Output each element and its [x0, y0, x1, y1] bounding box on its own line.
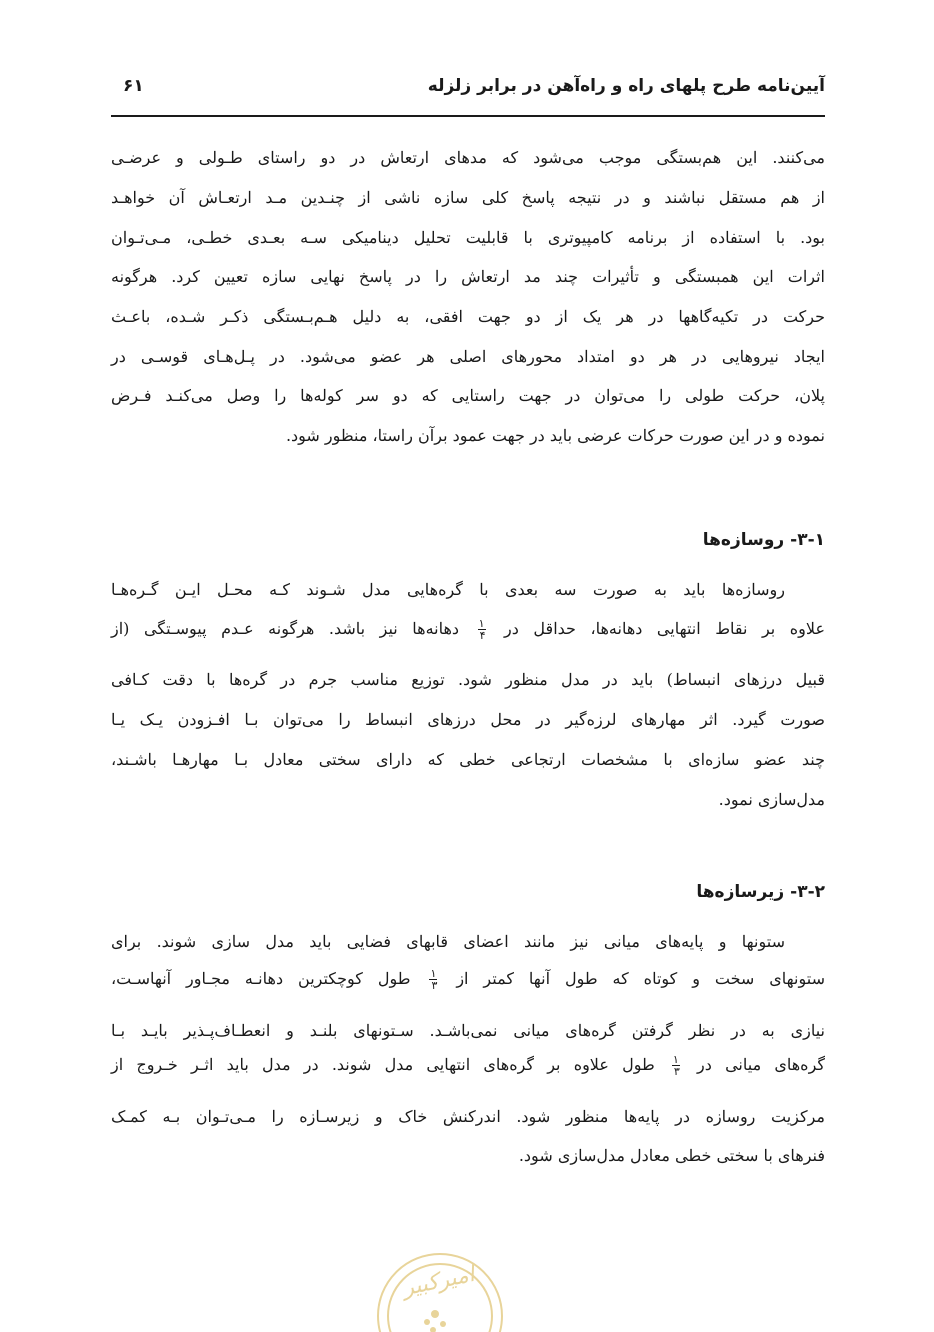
text-line: ایجاد نیروهایی در هر دو امتداد محورهای اصلی هر عضو می‌شود. در پـل‌هـای قوسـی در	[111, 347, 825, 366]
fraction-one-third	[429, 968, 437, 991]
fraction-denominator: ۳	[673, 1065, 680, 1078]
text-line: حرکت در تکیه‌گاهها در هر یک از دو جهت افقی، به دلیل هـم‌بـستگی ذکـر شـده، باعـث	[111, 307, 826, 326]
fraction-denominator: ۴	[479, 629, 486, 642]
text-line: قبیل درزهای انبساط) باید در مدل منظور شود. توزیع مناسب جرم در گره‌ها با دقت کـافی	[111, 670, 825, 689]
text-line-with-fraction	[111, 1054, 825, 1077]
fraction-one-third	[672, 1054, 680, 1077]
header-rule	[111, 115, 825, 117]
text-line: از هم مستقل نباشند و در نتیجه پاسخ کلی سازه ناشی از چنـدین مـد ارتعـاش آن خواهـد	[111, 188, 825, 207]
section-heading-substructure: ۳-۲- زیرسازه‌ها	[696, 882, 825, 902]
text-line: ستونها و پایه‌های میانی نیز مانند اعضای قابهای فضایی باید مدل سازی شوند. برای	[111, 932, 785, 951]
page-number: ۶۱	[123, 76, 144, 96]
seal-lettering: امیرکبیر	[400, 1261, 477, 1302]
text-line-with-fraction	[111, 618, 825, 641]
text-line: پلان، حرکت طولی را می‌توان در جهت راستایی که دو سر کوله‌ها را وصل می‌کنـد فـرض	[111, 386, 826, 405]
text-line: نیازی به در نظر گرفتن گره‌های میانی نمی‌باشـد. سـتونهای بلنـد و انعطـاف‌پـذیر بایـد بـا	[111, 1021, 826, 1040]
text-line: مدل‌سازی نمود.	[718, 790, 825, 809]
text-line: فنرهای با سختی خطی معادل مدل‌سازی شود.	[518, 1146, 825, 1165]
text-line: روسازه‌ها باید به صورت سه بعدی با گره‌هایی مدل شـوند کـه محـل ایـن گـره‌هـا	[111, 580, 785, 599]
text-line: نموده و در این صورت حرکات عرضی باید در جهت عمود برآن راستا، منظور شود.	[285, 426, 825, 445]
running-title: آیین‌نامه طرح پلهای راه و راه‌آهن در برابر زلزله	[427, 76, 825, 96]
fraction-denominator: ۳	[431, 979, 438, 992]
text-line: صورت گیرد. اثر مهارهای لرزه‌گیر در محل درزهای انبساط را می‌توان بـا افـزودن یـک یـا	[111, 710, 826, 729]
text-segment: دهانه‌ها نیز باشد. هرگونه عـدم پیوسـتگی (از	[111, 619, 460, 638]
text-line: بود. با استفاده از برنامه کامپیوتری با قابلیت تحلیل دینامیکی سـه بعـدی خطـی، مـی‌تـوان	[111, 228, 825, 247]
page-header	[111, 72, 825, 112]
fraction-numerator: ۱	[672, 1053, 679, 1066]
text-line: اثرات این همبستگی و تأثیرات چند مد ارتعاش را در پاسخ نهایی سازه تعیین کرد. هرگونه	[111, 267, 825, 286]
text-segment: طول کوچکترین دهانـه مجـاور آنهاسـت،	[111, 969, 411, 988]
fraction-numerator: ۱	[430, 967, 437, 980]
text-segment: گره‌های میانی در	[697, 1055, 826, 1074]
watermark-seal-logo	[375, 1236, 505, 1332]
fraction-numerator: ۱	[478, 617, 485, 630]
text-line: می‌کنند. این هم‌بستگی موجب می‌شود که مدهای ارتعاش در دو راستای طـولی و عرضـی	[111, 148, 825, 167]
section-heading-superstructure: ۳-۱- روسازه‌ها	[702, 530, 825, 550]
text-line: چند عضو سازه‌ای با مشخصات ارتجاعی خطی که دارای سختی معادل بـا مهارهـا باشـند،	[111, 750, 825, 769]
text-segment: ستونهای سخت و کوتاه که طول آنها کمتر از	[456, 969, 826, 988]
text-segment: طول علاوه بر گره‌های انتهایی مدل شوند. در مدل باید اثـر خـروج از	[111, 1055, 655, 1074]
text-segment: علاوه بر نقاط انتهایی دهانه‌ها، حداقل در	[504, 619, 825, 638]
text-line-with-fraction	[111, 968, 825, 991]
text-line: مرکزیت روسازه در پایه‌ها منظور شود. اندرکنش خاک و زیرسـازه را مـی‌تـوان بـه کمـک	[111, 1107, 825, 1126]
fraction-one-quarter	[478, 618, 486, 641]
